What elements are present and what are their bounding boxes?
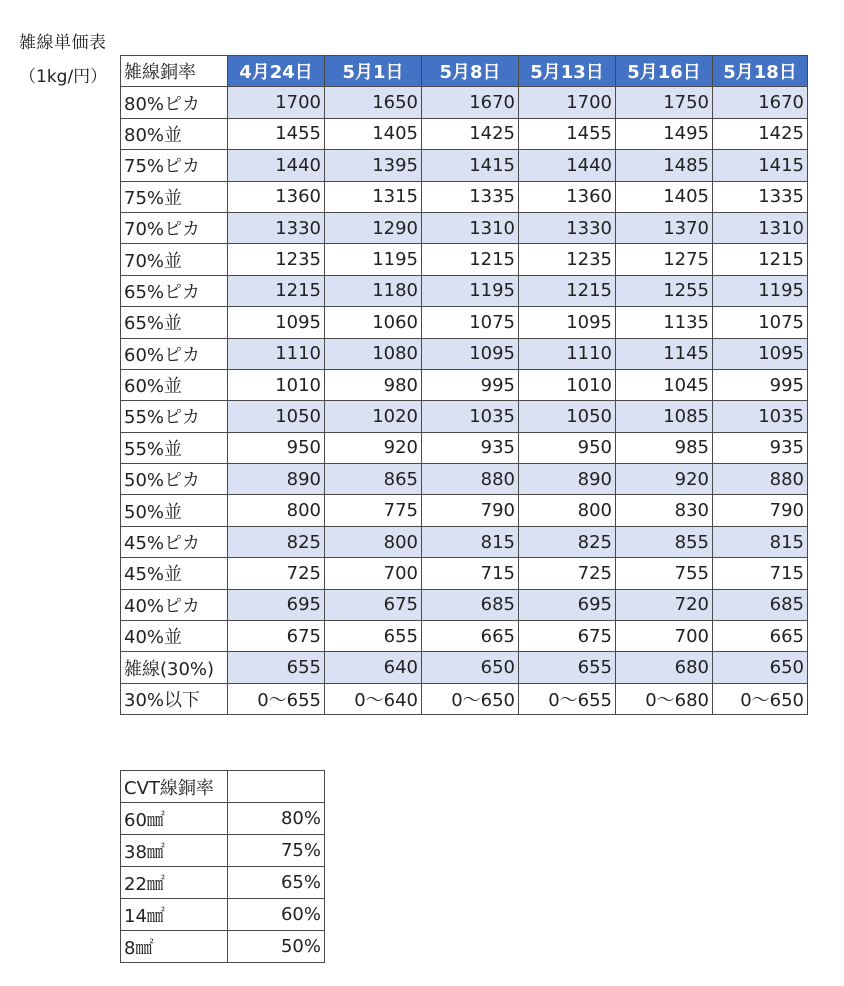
page-title: 雑線単価表 (19, 33, 107, 53)
table-row (121, 244, 808, 275)
row-label: 45%ピカ (121, 526, 228, 557)
price-cell: 1050 (228, 401, 325, 432)
price-cell: 1405 (616, 181, 713, 212)
date-header: 5月13日 (519, 56, 616, 87)
price-cell: 0～650 (422, 683, 519, 714)
price-cell: 1095 (519, 307, 616, 338)
row-label: 雑線(30%) (121, 652, 228, 683)
table-row (121, 432, 808, 463)
price-cell: 800 (228, 495, 325, 526)
price-cell: 0～640 (325, 683, 422, 714)
price-cell: 1455 (228, 118, 325, 149)
row-label: 30%以下 (121, 683, 228, 714)
price-cell: 1095 (713, 338, 808, 369)
table-row (121, 835, 325, 867)
price-cell: 1330 (228, 212, 325, 243)
cvt-size-label: 22㎟ (121, 867, 228, 899)
price-cell: 675 (228, 621, 325, 652)
table-row (121, 118, 808, 149)
table-row (121, 181, 808, 212)
cvt-rate-cell: 65% (228, 867, 325, 899)
cvt-size-label: 14㎟ (121, 899, 228, 931)
table-row (121, 495, 808, 526)
price-cell: 1750 (616, 87, 713, 118)
row-label: 75%並 (121, 181, 228, 212)
price-cell: 980 (325, 369, 422, 400)
price-cell: 0～655 (519, 683, 616, 714)
price-cell: 650 (422, 652, 519, 683)
row-label: 55%ピカ (121, 401, 228, 432)
price-cell: 1110 (519, 338, 616, 369)
price-cell: 1095 (422, 338, 519, 369)
price-cell: 725 (519, 558, 616, 589)
price-cell: 1330 (519, 212, 616, 243)
price-cell: 890 (228, 464, 325, 495)
price-cell: 1145 (616, 338, 713, 369)
price-cell: 1290 (325, 212, 422, 243)
row-label: 50%ピカ (121, 464, 228, 495)
price-table-body (121, 87, 808, 715)
price-cell: 1180 (325, 275, 422, 306)
row-label: 70%並 (121, 244, 228, 275)
price-table (120, 55, 808, 715)
price-cell: 1405 (325, 118, 422, 149)
price-cell: 1335 (713, 181, 808, 212)
price-cell: 685 (422, 589, 519, 620)
price-cell: 1135 (616, 307, 713, 338)
price-cell: 920 (616, 464, 713, 495)
price-cell: 1360 (519, 181, 616, 212)
price-cell: 1335 (422, 181, 519, 212)
price-cell: 920 (325, 432, 422, 463)
table-row (121, 401, 808, 432)
table-row (121, 464, 808, 495)
table-row (121, 526, 808, 557)
price-cell: 1315 (325, 181, 422, 212)
price-cell: 1045 (616, 369, 713, 400)
price-cell: 1485 (616, 150, 713, 181)
price-cell: 700 (616, 621, 713, 652)
price-cell: 1075 (713, 307, 808, 338)
price-cell: 1670 (713, 87, 808, 118)
table-row (121, 899, 325, 931)
price-cell: 715 (713, 558, 808, 589)
row-label: 40%並 (121, 621, 228, 652)
table-row (121, 150, 808, 181)
table-row (121, 803, 325, 835)
price-cell: 1425 (713, 118, 808, 149)
price-table-header-row (121, 56, 808, 87)
price-cell: 1440 (519, 150, 616, 181)
price-cell: 655 (325, 621, 422, 652)
cvt-header-empty-cell (228, 771, 325, 803)
price-cell: 1060 (325, 307, 422, 338)
price-cell: 1415 (422, 150, 519, 181)
price-cell: 685 (713, 589, 808, 620)
price-cell: 995 (422, 369, 519, 400)
price-cell: 1670 (422, 87, 519, 118)
row-label: 50%並 (121, 495, 228, 526)
price-cell: 1395 (325, 150, 422, 181)
price-cell: 800 (325, 526, 422, 557)
row-label: 80%ピカ (121, 87, 228, 118)
price-cell: 985 (616, 432, 713, 463)
price-cell: 695 (519, 589, 616, 620)
row-label: 40%ピカ (121, 589, 228, 620)
price-cell: 1215 (228, 275, 325, 306)
row-label: 60%ピカ (121, 338, 228, 369)
price-cell: 1700 (228, 87, 325, 118)
price-cell: 815 (713, 526, 808, 557)
table-row (121, 87, 808, 118)
row-label: 75%ピカ (121, 150, 228, 181)
price-cell: 1215 (713, 244, 808, 275)
price-cell: 1495 (616, 118, 713, 149)
price-cell: 995 (713, 369, 808, 400)
table-row (121, 275, 808, 306)
price-cell: 890 (519, 464, 616, 495)
unit-label: （1kg/円） (19, 67, 108, 87)
cvt-rate-cell: 50% (228, 931, 325, 963)
price-cell: 1700 (519, 87, 616, 118)
price-cell: 655 (228, 652, 325, 683)
price-cell: 865 (325, 464, 422, 495)
copper-rate-header: 雑線銅率 (121, 56, 228, 87)
price-cell: 695 (228, 589, 325, 620)
table-row (121, 558, 808, 589)
price-cell: 1010 (519, 369, 616, 400)
price-cell: 700 (325, 558, 422, 589)
price-cell: 1080 (325, 338, 422, 369)
row-label: 65%並 (121, 307, 228, 338)
price-cell: 880 (422, 464, 519, 495)
date-header: 4月24日 (228, 56, 325, 87)
price-cell: 1255 (616, 275, 713, 306)
price-cell: 640 (325, 652, 422, 683)
table-row (121, 338, 808, 369)
cvt-rate-cell: 80% (228, 803, 325, 835)
price-cell: 680 (616, 652, 713, 683)
price-cell: 1310 (713, 212, 808, 243)
row-label: 70%ピカ (121, 212, 228, 243)
price-cell: 1020 (325, 401, 422, 432)
cvt-rate-cell: 60% (228, 899, 325, 931)
table-row (121, 212, 808, 243)
price-cell: 935 (713, 432, 808, 463)
price-cell: 1310 (422, 212, 519, 243)
cvt-table-header-row (121, 771, 325, 803)
price-cell: 1195 (422, 275, 519, 306)
row-label: 80%並 (121, 118, 228, 149)
price-cell: 1010 (228, 369, 325, 400)
row-label: 60%並 (121, 369, 228, 400)
price-cell: 1235 (228, 244, 325, 275)
cvt-rate-cell: 75% (228, 835, 325, 867)
cvt-table-body (121, 803, 325, 963)
price-cell: 775 (325, 495, 422, 526)
price-cell: 825 (519, 526, 616, 557)
price-cell: 725 (228, 558, 325, 589)
price-cell: 675 (519, 621, 616, 652)
table-row (121, 369, 808, 400)
price-cell: 1035 (713, 401, 808, 432)
date-header: 5月18日 (713, 56, 808, 87)
price-cell: 1215 (422, 244, 519, 275)
price-cell: 830 (616, 495, 713, 526)
cvt-size-label: 38㎟ (121, 835, 228, 867)
table-row (121, 683, 808, 714)
price-cell: 1195 (713, 275, 808, 306)
price-cell: 950 (228, 432, 325, 463)
table-row (121, 867, 325, 899)
price-cell: 650 (713, 652, 808, 683)
price-cell: 0～680 (616, 683, 713, 714)
price-cell: 1360 (228, 181, 325, 212)
price-cell: 1235 (519, 244, 616, 275)
cvt-size-label: 8㎟ (121, 931, 228, 963)
price-cell: 880 (713, 464, 808, 495)
table-row (121, 931, 325, 963)
price-cell: 1085 (616, 401, 713, 432)
price-cell: 1415 (713, 150, 808, 181)
price-cell: 1275 (616, 244, 713, 275)
price-cell: 1095 (228, 307, 325, 338)
cvt-size-label: 60㎟ (121, 803, 228, 835)
price-cell: 815 (422, 526, 519, 557)
price-cell: 1650 (325, 87, 422, 118)
price-cell: 935 (422, 432, 519, 463)
price-cell: 1215 (519, 275, 616, 306)
price-cell: 1035 (422, 401, 519, 432)
price-cell: 655 (519, 652, 616, 683)
price-cell: 1050 (519, 401, 616, 432)
price-cell: 800 (519, 495, 616, 526)
row-label: 45%並 (121, 558, 228, 589)
table-row (121, 589, 808, 620)
price-cell: 790 (713, 495, 808, 526)
price-cell: 1425 (422, 118, 519, 149)
table-row (121, 307, 808, 338)
price-cell: 790 (422, 495, 519, 526)
table-row (121, 652, 808, 683)
table-row (121, 621, 808, 652)
price-cell: 665 (422, 621, 519, 652)
price-cell: 720 (616, 589, 713, 620)
price-cell: 1440 (228, 150, 325, 181)
price-cell: 0～650 (713, 683, 808, 714)
date-header: 5月1日 (325, 56, 422, 87)
row-label: 55%並 (121, 432, 228, 463)
price-cell: 1195 (325, 244, 422, 275)
price-cell: 665 (713, 621, 808, 652)
price-cell: 1075 (422, 307, 519, 338)
price-cell: 950 (519, 432, 616, 463)
cvt-table (120, 770, 325, 963)
price-cell: 1370 (616, 212, 713, 243)
price-cell: 855 (616, 526, 713, 557)
row-label: 65%ピカ (121, 275, 228, 306)
date-header: 5月8日 (422, 56, 519, 87)
price-cell: 715 (422, 558, 519, 589)
price-cell: 755 (616, 558, 713, 589)
cvt-rate-header: CVT線銅率 (121, 771, 228, 803)
price-cell: 825 (228, 526, 325, 557)
date-header: 5月16日 (616, 56, 713, 87)
price-cell: 1110 (228, 338, 325, 369)
price-cell: 0～655 (228, 683, 325, 714)
price-cell: 675 (325, 589, 422, 620)
price-cell: 1455 (519, 118, 616, 149)
